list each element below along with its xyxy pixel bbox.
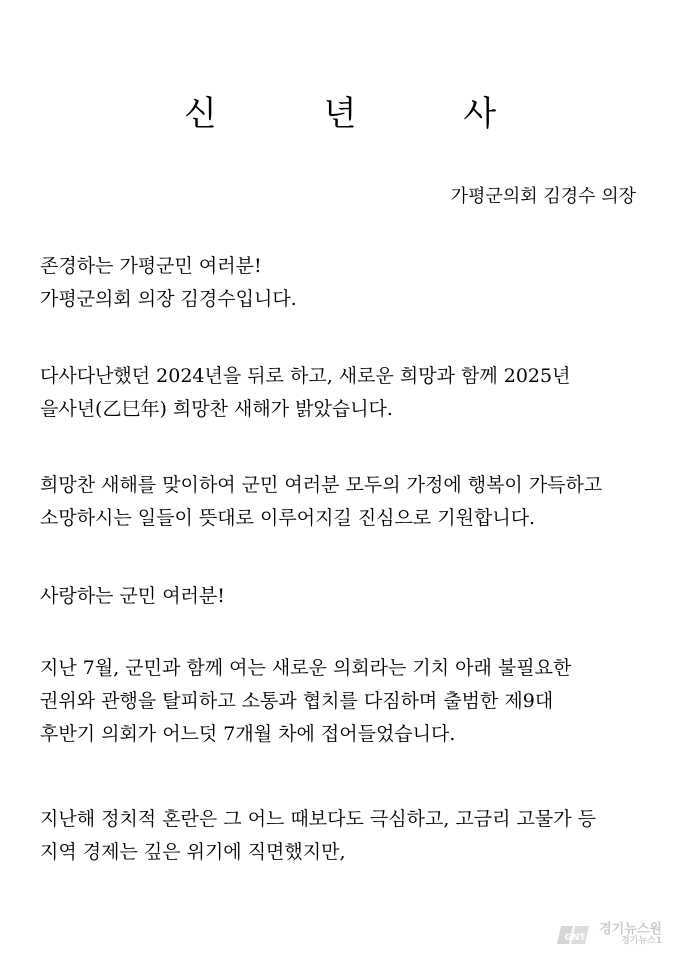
text-line: 지역 경제는 깊은 위기에 직면했지만, xyxy=(40,841,346,863)
text-line: 소망하시는 일들이 뜻대로 이루어지길 진심으로 기원합니다. xyxy=(40,507,536,529)
paragraph-greeting xyxy=(40,250,650,316)
paragraph-economy xyxy=(40,803,650,869)
text-line: 권위와 관행을 탈피하고 소통과 협치를 다짐하며 출범한 제9대 xyxy=(40,690,554,712)
gnt-logo-icon xyxy=(555,922,595,948)
text-line: 다사다난했던 2024년을 뒤로 하고, 새로운 희망과 함께 2025년 xyxy=(40,365,571,387)
text-line: 희망찬 새해를 맞이하여 군민 여러분 모두의 가정에 행복이 가득하고 xyxy=(40,474,603,496)
paragraph-wishes xyxy=(40,469,650,535)
text-line: 후반기 의회가 어느덧 7개월 차에 접어들었습니다. xyxy=(40,723,456,745)
text-line: 을사년(乙巳年) 희망찬 새해가 밝았습니다. xyxy=(40,398,393,420)
text-line: 사랑하는 군민 여러분! xyxy=(40,585,225,607)
watermark-sub: 경기뉴스1 xyxy=(620,936,662,947)
news-watermark xyxy=(555,922,662,948)
watermark-logo-text: GNT xyxy=(564,933,586,943)
paragraph-new-year xyxy=(40,360,650,426)
text-line: 존경하는 가평군민 여러분! xyxy=(40,255,262,277)
watermark-name: 경기뉴스원 xyxy=(599,922,662,938)
paragraph-council xyxy=(40,652,650,751)
author-byline: 가평군의회 김경수 의장 xyxy=(450,186,636,207)
text-line: 지난해 정치적 혼란은 그 어느 때보다도 극심하고, 고금리 고물가 등 xyxy=(40,808,596,830)
paragraph-address xyxy=(40,580,650,613)
text-line: 지난 7월, 군민과 함께 여는 새로운 의회라는 기치 아래 불필요한 xyxy=(40,657,572,679)
text-line: 가평군의회 의장 김경수입니다. xyxy=(40,288,297,310)
page-title: 신 년 사 xyxy=(183,94,545,134)
